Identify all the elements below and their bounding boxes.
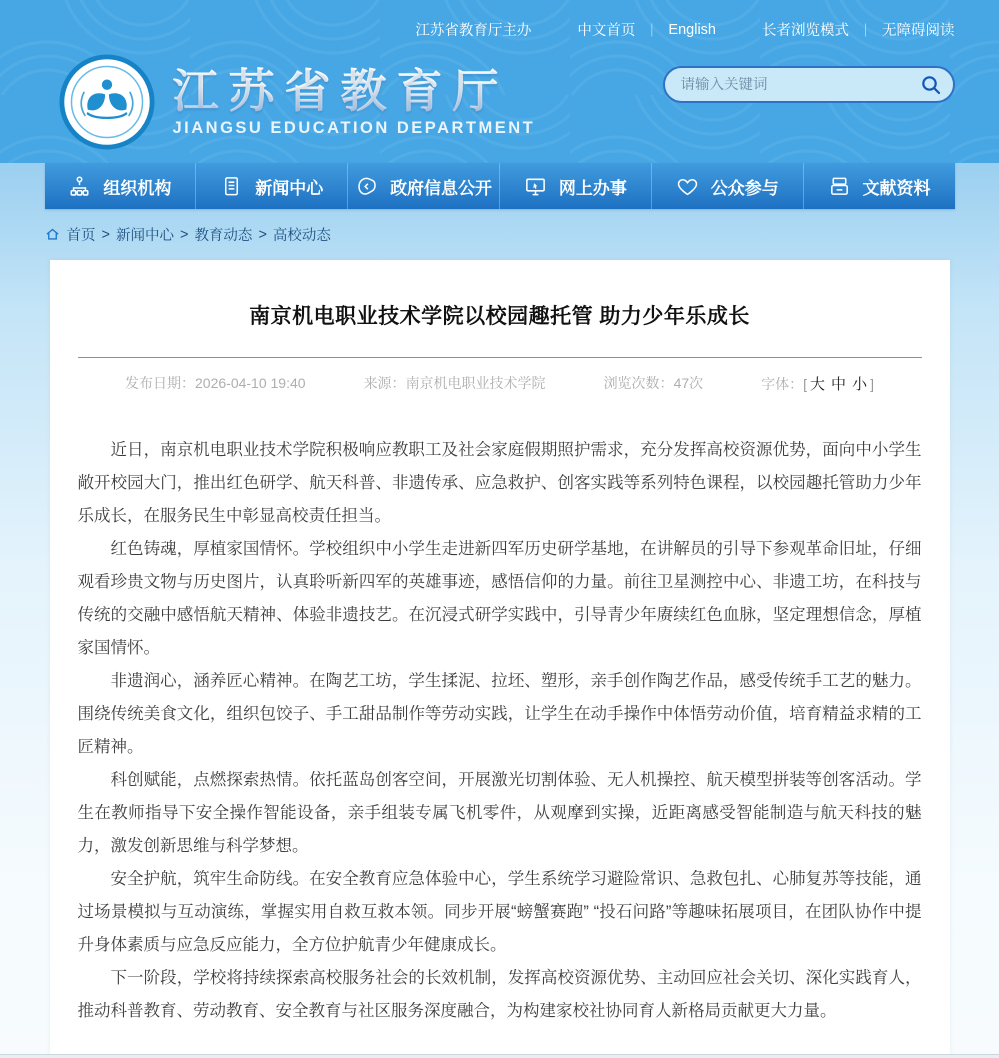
- nav-item-news-center[interactable]: [196, 163, 348, 209]
- breadcrumb-item-news-center[interactable]: 新闻中心: [115, 228, 174, 244]
- brand-text: [173, 66, 536, 138]
- nav-label: 文献资料: [862, 178, 931, 198]
- main-nav: [45, 163, 955, 209]
- search-area: [663, 66, 955, 103]
- nav-label: 政府信息公开: [390, 178, 493, 198]
- article-title: 南京机电职业技术学院以校园趣托管 助力少年乐成长: [249, 305, 750, 328]
- topbar-link-accessibility[interactable]: 无障碍阅读: [882, 23, 955, 39]
- font-size-large[interactable]: 大: [810, 376, 826, 393]
- nav-label: 组织机构: [103, 178, 172, 198]
- topbar-separator: ｜: [645, 23, 659, 38]
- article-paragraph: 下一阶段，学校将持续探索高校服务社会的长效机制，发挥高校资源优势、主动回应社会关切、深化实践育人，推动科普教育、劳动教育、安全教育与社区服务深度融合，为构建家校社协同育人新格局贡献更大力量。: [77, 969, 922, 1020]
- breadcrumb-separator: >: [179, 226, 189, 243]
- breadcrumb-separator: >: [101, 226, 110, 243]
- heart-icon: [676, 175, 699, 198]
- article-paragraph: 非遗润心，涵养匠心精神。在陶艺工坊，学生揉泥、拉坯、塑形，亲手创作陶艺作品，感受传统手工艺的魅力。围绕传统美食文化，组织包饺子、手工甜品制作等劳动实践，让学生在动手操作中体悟劳动价值，培育精益求精的工匠精神。: [77, 672, 922, 756]
- breadcrumb: [45, 209, 955, 256]
- site-header: [0, 0, 999, 163]
- topbar-link-english[interactable]: English: [668, 21, 716, 38]
- topbar-host-link[interactable]: 江苏省教育厅主办: [415, 23, 532, 39]
- breadcrumb-item-education-trends[interactable]: 教育动态: [194, 228, 253, 244]
- topbar-link-chinese-home[interactable]: 中文首页: [577, 23, 636, 39]
- online-service-icon: [524, 175, 547, 198]
- news-doc-icon: [220, 175, 243, 198]
- nav-item-organization[interactable]: [45, 163, 197, 209]
- article-paragraph: 科创赋能，点燃探索热情。依托蓝岛创客空间，开展激光切割体验、无人机操控、航天模型拼装等创客活动。学生在教师指导下安全操作智能设备，亲手组装专属飞机零件，从观摩到实操，近距离感受智能制造与航天科技的魅力，激发创新思维与科学梦想。: [77, 771, 922, 855]
- brand-name-cn: 江苏省教育厅: [173, 66, 536, 117]
- search-box: [663, 66, 955, 103]
- view-count: 浏览次数：47次: [603, 375, 704, 391]
- topbar-separator: ｜: [858, 23, 872, 38]
- nav-item-online-services[interactable]: [500, 163, 652, 209]
- archive-icon: [828, 175, 851, 198]
- footer-divider: [0, 1054, 999, 1058]
- nav-item-documents[interactable]: [804, 163, 955, 209]
- breadcrumb-item-college-trends[interactable]: 高校动态: [272, 228, 331, 244]
- breadcrumb-separator: >: [258, 226, 267, 243]
- article-paragraph: 红色铸魂，厚植家国情怀。学校组织中小学生走进新四军历史研学基地，在讲解员的引导下参观革命旧址，仔细观看珍贵文物与历史图片，认真聆听新四军的英雄事迹，感悟信仰的力量。前往卫星测控中心、非遗工坊，在科技与传统的交融中感悟航天精神、体验非遗技艺。在沉浸式研学实践中，引导青少年赓续红色血脉，坚定理想信念，厚植家国情怀。: [77, 540, 922, 657]
- department-logo-icon: [59, 54, 155, 150]
- info-disclosure-icon: [355, 175, 378, 198]
- topbar: [45, 0, 955, 40]
- publish-date: 发布日期：2026-04-10 19:40: [125, 375, 306, 391]
- home-icon: [45, 227, 60, 242]
- font-size-small[interactable]: 小: [852, 376, 868, 393]
- nav-item-gov-info-disclosure[interactable]: [348, 163, 500, 209]
- search-button[interactable]: [917, 71, 945, 99]
- article-paragraph: 近日，南京机电职业技术学院积极响应教职工及社会家庭假期照护需求，充分发挥高校资源优势，面向中小学生敞开校园大门，推出红色研学、航天科普、非遗传承、应急救护、创客实践等系列特色课程，以校园趣托管助力少年乐成长，在服务民生中彰显高校责任担当。: [77, 441, 922, 525]
- article-body: [78, 434, 922, 1028]
- page-body: [0, 163, 999, 1058]
- nav-label: 网上办事: [558, 178, 627, 198]
- search-icon: [919, 73, 943, 97]
- nav-label: 公众参与: [710, 178, 779, 198]
- org-chart-icon: [68, 175, 91, 198]
- article-card: [50, 260, 950, 1058]
- font-size-medium[interactable]: 中: [831, 376, 847, 393]
- title-divider: [78, 357, 922, 358]
- header-brand-row: [45, 50, 955, 154]
- article-paragraph: 安全护航，筑牢生命防线。在安全教育应急体验中心，学生系统学习避险常识、急救包扎、心肺复苏等技能，通过场景模拟与互动演练，掌握实用自救互救本领。同步开展“螃蟹赛跑” “投石问路”等趣味拓展项目，在团队协作中提升身体素质与应急反应能力，全方位护航青少年健康成长。: [77, 870, 922, 954]
- nav-item-public-participation[interactable]: [652, 163, 804, 209]
- brand-name-en: JIANGSU EDUCATION DEPARTMENT: [172, 118, 536, 137]
- font-size-control: 字体：[ 大 中 小 ]: [761, 376, 874, 393]
- nav-label: 新闻中心: [255, 178, 324, 198]
- article-source: 来源：南京机电职业技术学院: [363, 375, 546, 391]
- article-meta: [78, 373, 922, 394]
- topbar-link-elder-mode[interactable]: 长者浏览模式: [761, 23, 849, 39]
- search-input[interactable]: [681, 77, 917, 93]
- breadcrumb-item-home[interactable]: 首页: [66, 228, 96, 244]
